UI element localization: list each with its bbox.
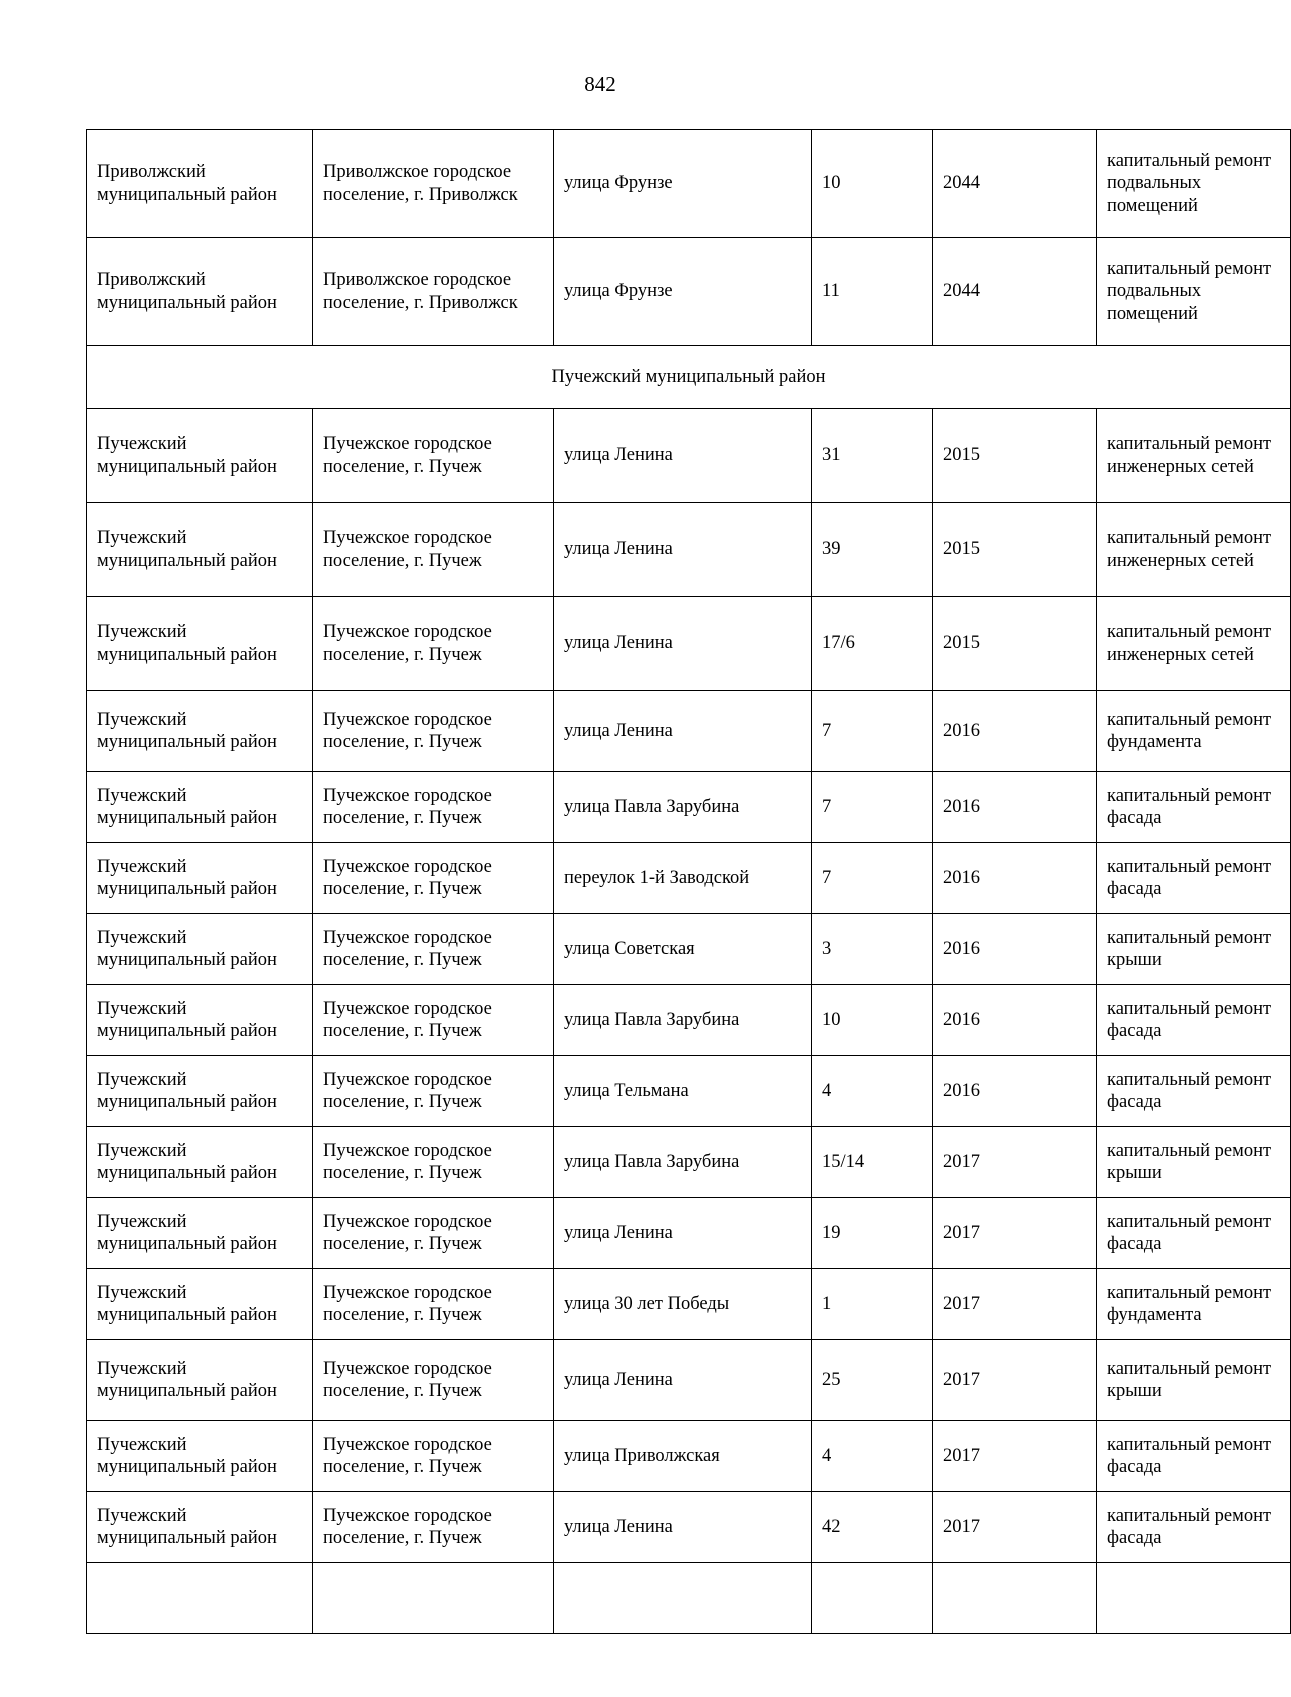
settlement-cell bbox=[313, 1563, 554, 1634]
street-cell: улица 30 лет Победы bbox=[554, 1269, 812, 1340]
district-cell: Пучежский муниципальный район bbox=[87, 1056, 313, 1127]
table-row bbox=[87, 238, 1291, 346]
house-number-cell bbox=[812, 1563, 933, 1634]
street-cell: улица Ленина bbox=[554, 1340, 812, 1421]
year-cell: 2017 bbox=[933, 1340, 1097, 1421]
district-cell: Пучежский муниципальный район bbox=[87, 1198, 313, 1269]
work-type-cell: капитальный ремонт инженерных сетей bbox=[1097, 503, 1291, 597]
district-cell: Пучежский муниципальный район bbox=[87, 503, 313, 597]
settlement-cell: Пучежское городское поселение, г. Пучеж bbox=[313, 772, 554, 843]
section-title: Пучежский муниципальный район bbox=[87, 346, 1291, 409]
year-cell: 2017 bbox=[933, 1269, 1097, 1340]
work-type-cell: капитальный ремонт крыши bbox=[1097, 914, 1291, 985]
year-cell: 2015 bbox=[933, 597, 1097, 691]
year-cell: 2017 bbox=[933, 1492, 1097, 1563]
table-row bbox=[87, 1563, 1291, 1634]
work-type-cell: капитальный ремонт фасада bbox=[1097, 1492, 1291, 1563]
street-cell: улица Ленина bbox=[554, 1198, 812, 1269]
settlement-cell: Пучежское городское поселение, г. Пучеж bbox=[313, 1421, 554, 1492]
street-cell bbox=[554, 1563, 812, 1634]
district-cell: Пучежский муниципальный район bbox=[87, 409, 313, 503]
table-row bbox=[87, 1421, 1291, 1492]
table-row bbox=[87, 1056, 1291, 1127]
district-cell: Пучежский муниципальный район bbox=[87, 1492, 313, 1563]
table-row bbox=[87, 409, 1291, 503]
house-number-cell: 1 bbox=[812, 1269, 933, 1340]
street-cell: переулок 1-й Заводской bbox=[554, 843, 812, 914]
settlement-cell: Пучежское городское поселение, г. Пучеж bbox=[313, 503, 554, 597]
table-row bbox=[87, 691, 1291, 772]
year-cell: 2017 bbox=[933, 1421, 1097, 1492]
street-cell: улица Ленина bbox=[554, 409, 812, 503]
street-cell: улица Павла Зарубина bbox=[554, 772, 812, 843]
street-cell: улица Павла Зарубина bbox=[554, 985, 812, 1056]
work-type-cell: капитальный ремонт фасада bbox=[1097, 985, 1291, 1056]
street-cell: улица Ленина bbox=[554, 597, 812, 691]
street-cell: улица Ленина bbox=[554, 503, 812, 597]
work-type-cell: капитальный ремонт подвальных помещений bbox=[1097, 238, 1291, 346]
house-number-cell: 25 bbox=[812, 1340, 933, 1421]
work-type-cell: капитальный ремонт подвальных помещений bbox=[1097, 130, 1291, 238]
work-type-cell: капитальный ремонт фасада bbox=[1097, 1198, 1291, 1269]
work-type-cell: капитальный ремонт крыши bbox=[1097, 1127, 1291, 1198]
district-cell: Пучежский муниципальный район bbox=[87, 1269, 313, 1340]
house-number-cell: 10 bbox=[812, 985, 933, 1056]
district-cell: Пучежский муниципальный район bbox=[87, 1421, 313, 1492]
settlement-cell: Пучежское городское поселение, г. Пучеж bbox=[313, 597, 554, 691]
section-header-row bbox=[87, 346, 1291, 409]
work-type-cell: капитальный ремонт фасада bbox=[1097, 1056, 1291, 1127]
house-number-cell: 10 bbox=[812, 130, 933, 238]
table-row bbox=[87, 503, 1291, 597]
year-cell: 2044 bbox=[933, 238, 1097, 346]
year-cell: 2015 bbox=[933, 503, 1097, 597]
work-type-cell: капитальный ремонт инженерных сетей bbox=[1097, 409, 1291, 503]
work-type-cell: капитальный ремонт фундамента bbox=[1097, 1269, 1291, 1340]
year-cell bbox=[933, 1563, 1097, 1634]
year-cell: 2015 bbox=[933, 409, 1097, 503]
district-cell: Пучежский муниципальный район bbox=[87, 772, 313, 843]
house-number-cell: 17/6 bbox=[812, 597, 933, 691]
table-row bbox=[87, 597, 1291, 691]
year-cell: 2044 bbox=[933, 130, 1097, 238]
house-number-cell: 42 bbox=[812, 1492, 933, 1563]
house-number-cell: 4 bbox=[812, 1056, 933, 1127]
house-number-cell: 19 bbox=[812, 1198, 933, 1269]
street-cell: улица Ленина bbox=[554, 691, 812, 772]
settlement-cell: Пучежское городское поселение, г. Пучеж bbox=[313, 914, 554, 985]
street-cell: улица Фрунзе bbox=[554, 130, 812, 238]
settlement-cell: Приволжское городское поселение, г. Приволжск bbox=[313, 130, 554, 238]
settlement-cell: Пучежское городское поселение, г. Пучеж bbox=[313, 1492, 554, 1563]
table-row bbox=[87, 772, 1291, 843]
repair-schedule-table bbox=[86, 129, 1291, 1634]
settlement-cell: Пучежское городское поселение, г. Пучеж bbox=[313, 985, 554, 1056]
settlement-cell: Пучежское городское поселение, г. Пучеж bbox=[313, 1127, 554, 1198]
house-number-cell: 7 bbox=[812, 843, 933, 914]
work-type-cell: капитальный ремонт инженерных сетей bbox=[1097, 597, 1291, 691]
house-number-cell: 4 bbox=[812, 1421, 933, 1492]
table-row bbox=[87, 843, 1291, 914]
settlement-cell: Пучежское городское поселение, г. Пучеж bbox=[313, 1340, 554, 1421]
work-type-cell: капитальный ремонт фасада bbox=[1097, 843, 1291, 914]
settlement-cell: Пучежское городское поселение, г. Пучеж bbox=[313, 1056, 554, 1127]
table-row bbox=[87, 130, 1291, 238]
year-cell: 2016 bbox=[933, 914, 1097, 985]
table-row bbox=[87, 1340, 1291, 1421]
settlement-cell: Приволжское городское поселение, г. Приволжск bbox=[313, 238, 554, 346]
table-row bbox=[87, 985, 1291, 1056]
year-cell: 2016 bbox=[933, 843, 1097, 914]
district-cell: Пучежский муниципальный район bbox=[87, 597, 313, 691]
year-cell: 2016 bbox=[933, 691, 1097, 772]
district-cell: Приволжский муниципальный район bbox=[87, 130, 313, 238]
district-cell: Пучежский муниципальный район bbox=[87, 691, 313, 772]
table-row bbox=[87, 1269, 1291, 1340]
district-cell: Пучежский муниципальный район bbox=[87, 985, 313, 1056]
work-type-cell bbox=[1097, 1563, 1291, 1634]
page-number: 842 bbox=[584, 72, 616, 96]
table-row bbox=[87, 1492, 1291, 1563]
work-type-cell: капитальный ремонт фасада bbox=[1097, 1421, 1291, 1492]
street-cell: улица Ленина bbox=[554, 1492, 812, 1563]
district-cell bbox=[87, 1563, 313, 1634]
district-cell: Пучежский муниципальный район bbox=[87, 914, 313, 985]
table-row bbox=[87, 1127, 1291, 1198]
district-cell: Пучежский муниципальный район bbox=[87, 1340, 313, 1421]
district-cell: Приволжский муниципальный район bbox=[87, 238, 313, 346]
street-cell: улица Советская bbox=[554, 914, 812, 985]
house-number-cell: 39 bbox=[812, 503, 933, 597]
table-row bbox=[87, 914, 1291, 985]
house-number-cell: 7 bbox=[812, 691, 933, 772]
work-type-cell: капитальный ремонт крыши bbox=[1097, 1340, 1291, 1421]
settlement-cell: Пучежское городское поселение, г. Пучеж bbox=[313, 843, 554, 914]
street-cell: улица Приволжская bbox=[554, 1421, 812, 1492]
table-row bbox=[87, 1198, 1291, 1269]
work-type-cell: капитальный ремонт фасада bbox=[1097, 772, 1291, 843]
year-cell: 2017 bbox=[933, 1127, 1097, 1198]
year-cell: 2016 bbox=[933, 772, 1097, 843]
house-number-cell: 7 bbox=[812, 772, 933, 843]
district-cell: Пучежский муниципальный район bbox=[87, 843, 313, 914]
settlement-cell: Пучежское городское поселение, г. Пучеж bbox=[313, 409, 554, 503]
district-cell: Пучежский муниципальный район bbox=[87, 1127, 313, 1198]
street-cell: улица Фрунзе bbox=[554, 238, 812, 346]
settlement-cell: Пучежское городское поселение, г. Пучеж bbox=[313, 691, 554, 772]
year-cell: 2016 bbox=[933, 1056, 1097, 1127]
house-number-cell: 3 bbox=[812, 914, 933, 985]
year-cell: 2016 bbox=[933, 985, 1097, 1056]
year-cell: 2017 bbox=[933, 1198, 1097, 1269]
settlement-cell: Пучежское городское поселение, г. Пучеж bbox=[313, 1269, 554, 1340]
house-number-cell: 11 bbox=[812, 238, 933, 346]
work-type-cell: капитальный ремонт фундамента bbox=[1097, 691, 1291, 772]
street-cell: улица Тельмана bbox=[554, 1056, 812, 1127]
settlement-cell: Пучежское городское поселение, г. Пучеж bbox=[313, 1198, 554, 1269]
street-cell: улица Павла Зарубина bbox=[554, 1127, 812, 1198]
house-number-cell: 15/14 bbox=[812, 1127, 933, 1198]
house-number-cell: 31 bbox=[812, 409, 933, 503]
